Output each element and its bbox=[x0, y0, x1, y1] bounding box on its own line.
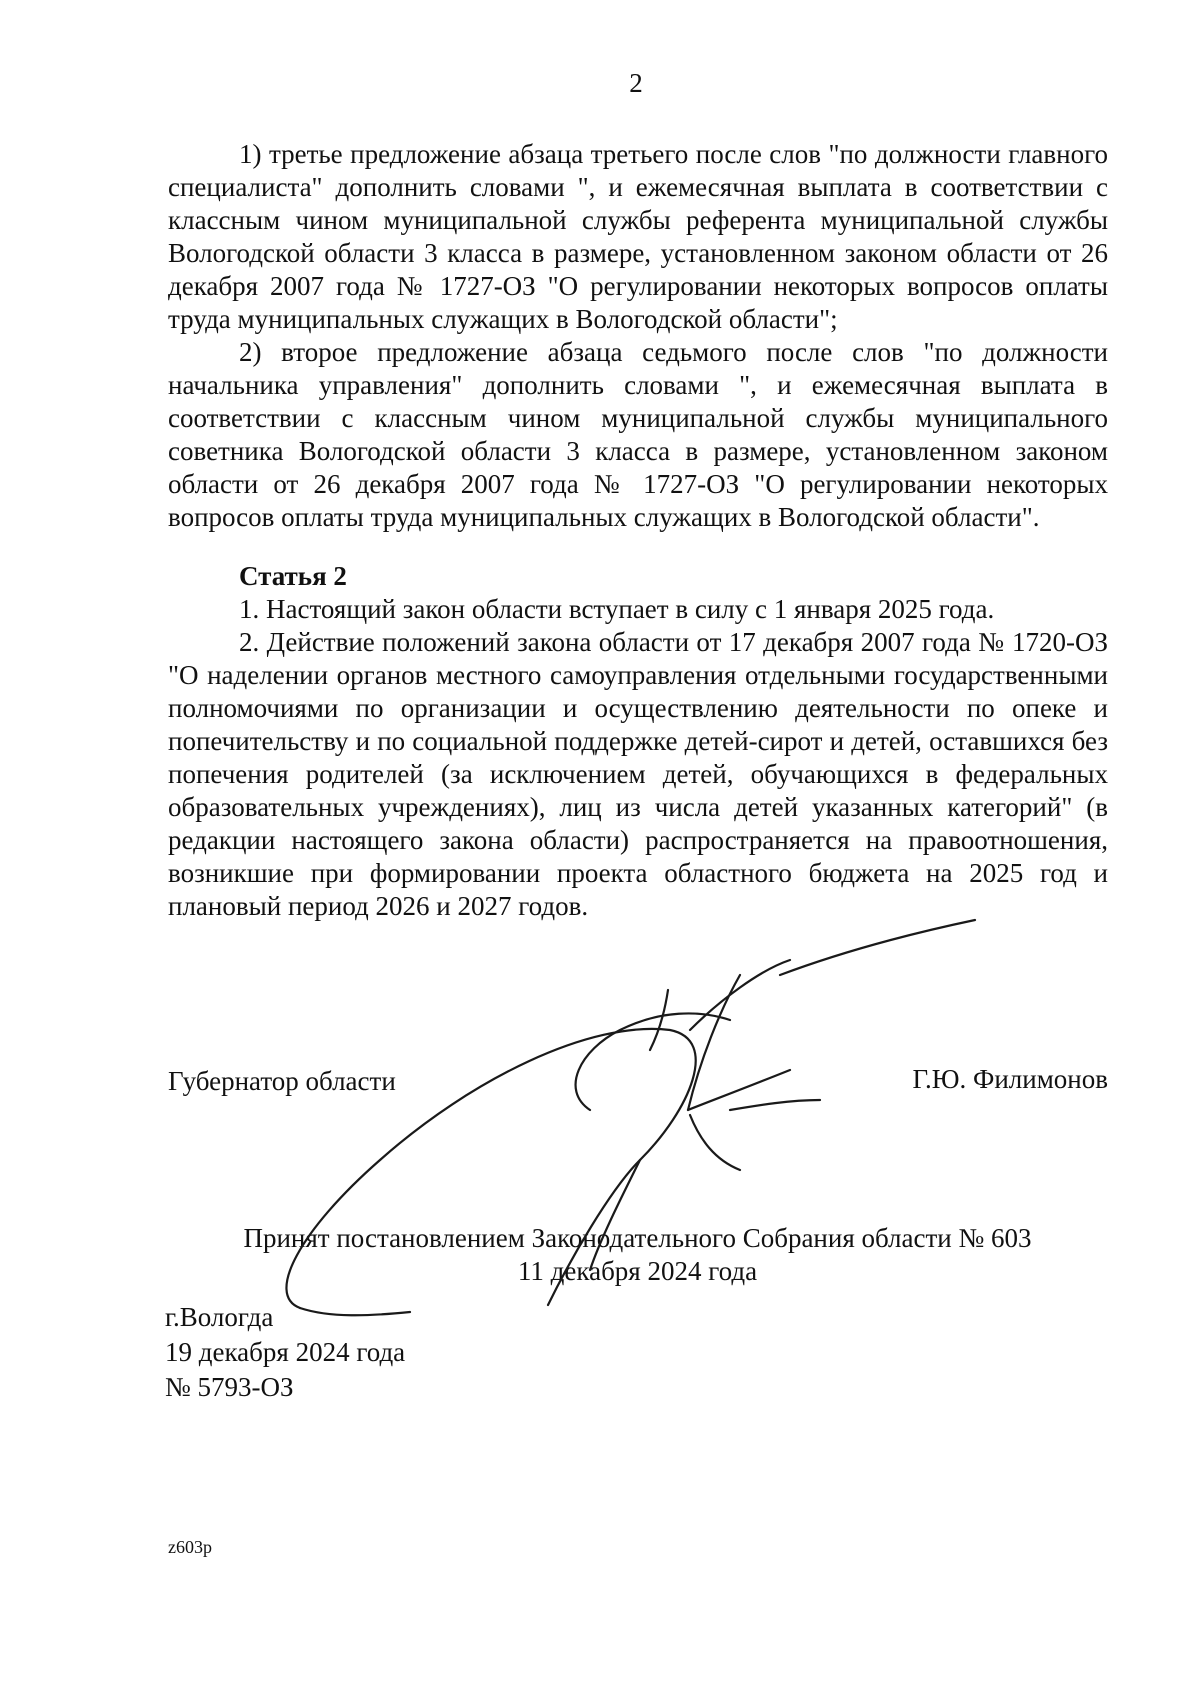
signing-date: 19 декабря 2024 года bbox=[165, 1337, 406, 1367]
amendment-paragraph-1: 1) третье предложение абзаца третьего после слов "по должности главного специалиста" дополнить словами ", и ежемесячная выплата в соответствии с классным чином муниципальной службы референта муниципальной службы Вологодской области 3 класса в размере, установленном законом области от 26 декабря 2007 года № 1727-ОЗ "О регулировании некоторых вопросов оплаты труда муниципальных служащих в Вологодской области"; bbox=[168, 139, 1108, 334]
adoption-line-1: Принят постановлением Законодательного Собрания области № 603 bbox=[243, 1223, 1032, 1253]
city: г.Вологда bbox=[165, 1302, 274, 1332]
article-2-title: Статья 2 bbox=[239, 561, 347, 591]
law-number: № 5793-ОЗ bbox=[165, 1372, 294, 1402]
governor-title: Губернатор области bbox=[168, 1066, 396, 1096]
document-code: z603p bbox=[168, 1537, 212, 1557]
article-2-item-1: 1. Настоящий закон области вступает в силу с 1 января 2025 года. bbox=[239, 594, 995, 624]
place-date-block bbox=[165, 1300, 405, 1405]
article-2-item-2: 2. Действие положений закона области от 17 декабря 2007 года № 1720-ОЗ "О наделении органов местного самоуправления отдельными государственными полномочиями по организации и осуществлению деятельности по опеке и попечительству и по социальной поддержке детей-сирот и детей, оставшихся без попечения родителей (за исключением детей, обучающихся в федеральных образовательных учреждениях), лиц из числа детей указанных категорий" (в редакции настоящего закона области) распространяется на правоотношения, возникшие при формировании проекта областного бюджета на 2025 год и плановый период 2026 и 2027 годов. bbox=[168, 627, 1108, 921]
governor-name: Г.Ю. Филимонов bbox=[912, 1064, 1108, 1094]
amendment-paragraph-2: 2) второе предложение абзаца седьмого после слов "по должности начальника управления" дополнить словами ", и ежемесячная выплата в соответствии с классным чином муниципальной службы муниципального советника Вологодской области 3 класса в размере, установленном законом области от 26 декабря 2007 года № 1727-ОЗ "О регулировании некоторых вопросов оплаты труда муниципальных служащих в Вологодской области". bbox=[168, 337, 1108, 532]
adoption-line-2: 11 декабря 2024 года bbox=[517, 1256, 758, 1286]
adoption-note bbox=[0, 1222, 1200, 1288]
page-number: 2 bbox=[629, 68, 643, 98]
document-body bbox=[168, 138, 1108, 923]
